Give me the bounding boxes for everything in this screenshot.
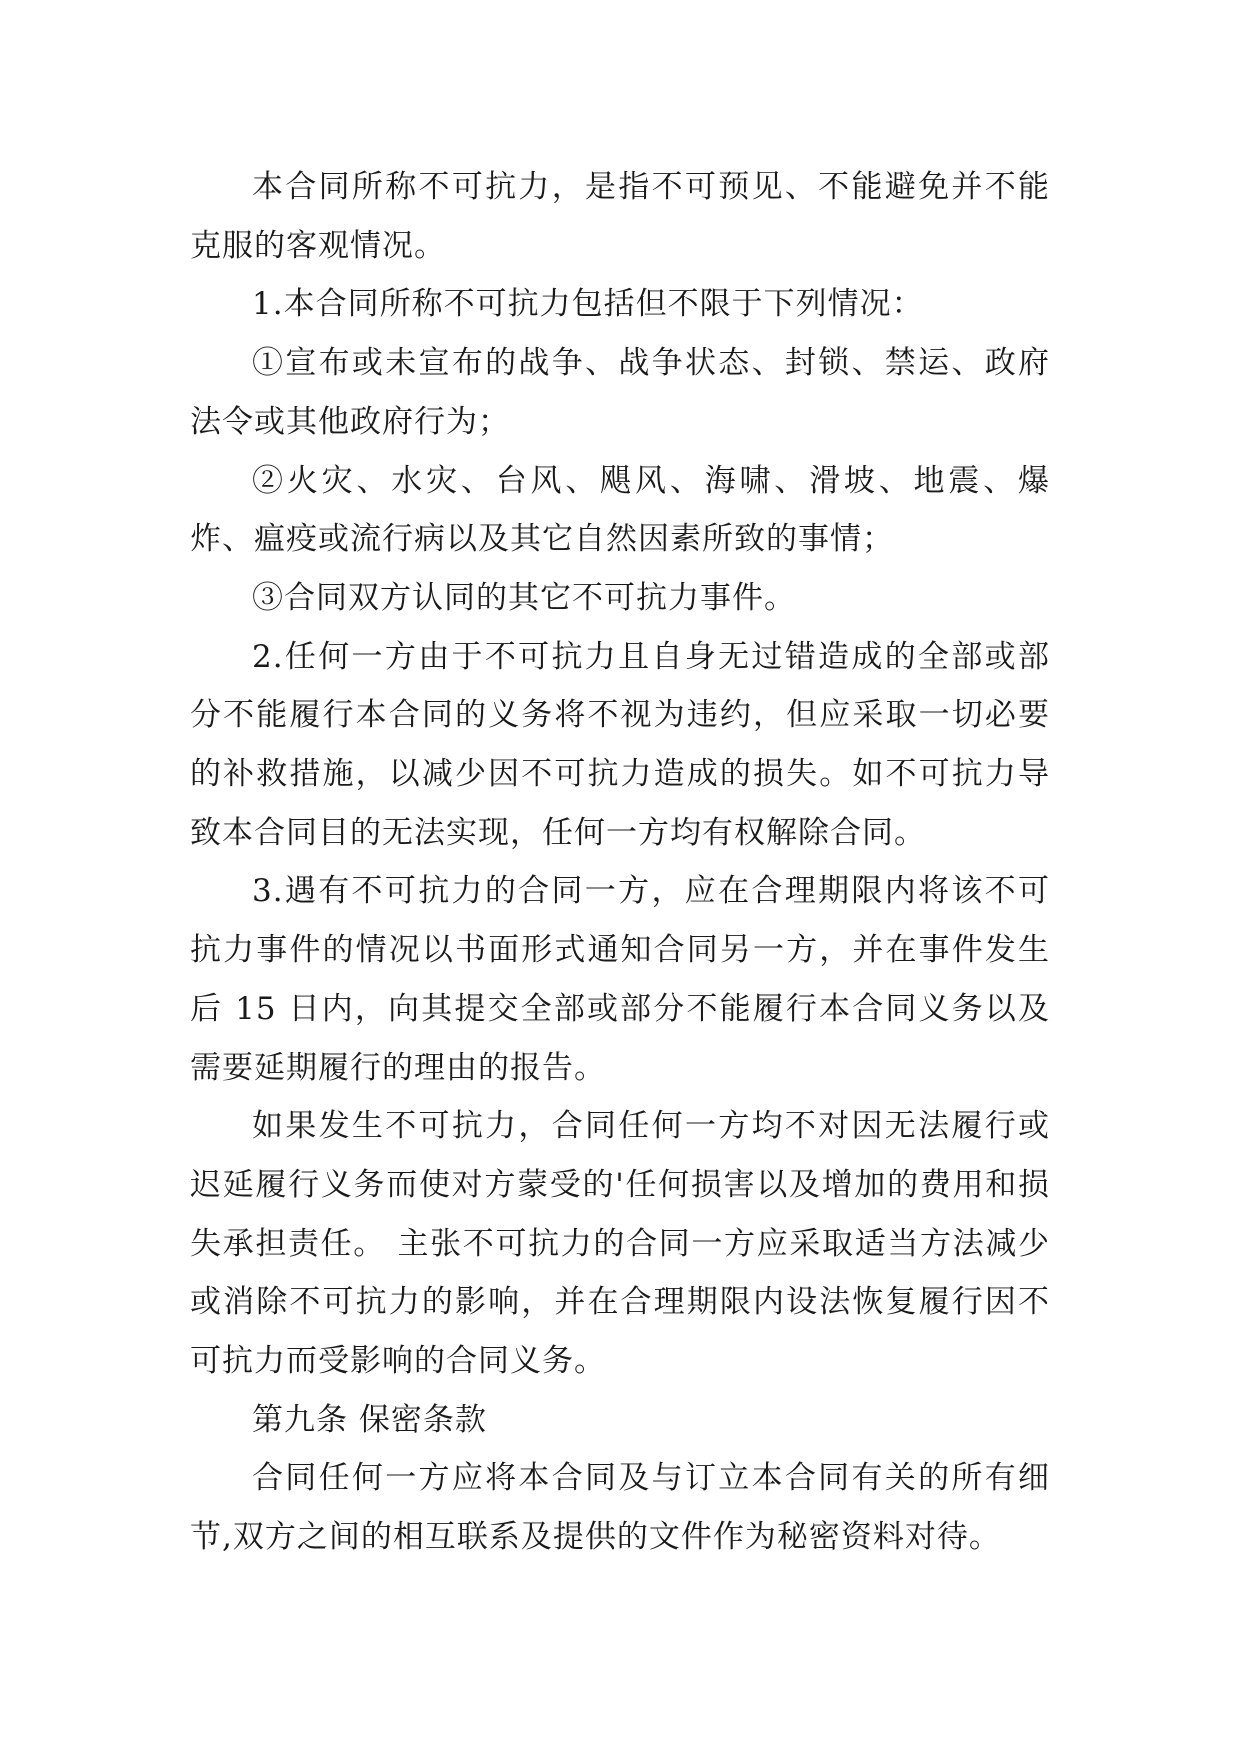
document-page <box>190 158 1050 1567</box>
paragraph-force-majeure-definition: 本合同所称不可抗力，是指不可预见、不能避免并不能克服的客观情况。 <box>190 169 1050 264</box>
paragraph-clause-3: 3.遇有不可抗力的合同一方，应在合理期限内将该不可抗力事件的情况以书面形式通知合同另一方，并在事件发生后 15 日内，向其提交全部或部分不能履行本合同义务以及需要延期履行的理由的报告。 <box>190 873 1050 1086</box>
paragraph-confidentiality: 合同任何一方应将本合同及与订立本合同有关的所有细节,双方之间的相互联系及提供的文件作为秘密资料对待。 <box>190 1460 1050 1556</box>
paragraph-item-1: ①宣布或未宣布的战争、战争状态、封锁、禁运、政府法令或其他政府行为； <box>190 345 1050 440</box>
paragraph-item-2: ②火灾、水灾、台风、飓风、海啸、滑坡、地震、爆炸、瘟疫或流行病以及其它自然因素所致的事情； <box>190 462 1050 558</box>
paragraph-liability: 如果发生不可抗力，合同任何一方均不对因无法履行或迟延履行义务而使对方蒙受的'任何损害以及增加的费用和损失承担责任。 主张不可抗力的合同一方应采取适当方法减少或消除不可抗力的影响，并在合理期限内设法恢复履行因不可抗力而受影响的合同义务。 <box>190 1108 1050 1380</box>
paragraph-force-majeure-scope: 1.本合同所称不可抗力包括但不限于下列情况： <box>252 286 924 323</box>
paragraph-clause-2: 2.任何一方由于不可抗力且自身无过错造成的全部或部分不能履行本合同的义务将不视为违约，但应采取一切必要的补救措施，以减少因不可抗力造成的损失。如不可抗力导致本合同目的无法实现，任何一方均有权解除合同。 <box>190 638 1050 851</box>
paragraph-item-3: ③合同双方认同的其它不可抗力事件。 <box>252 579 796 616</box>
section-heading-confidentiality: 第九条 保密条款 <box>252 1401 487 1438</box>
